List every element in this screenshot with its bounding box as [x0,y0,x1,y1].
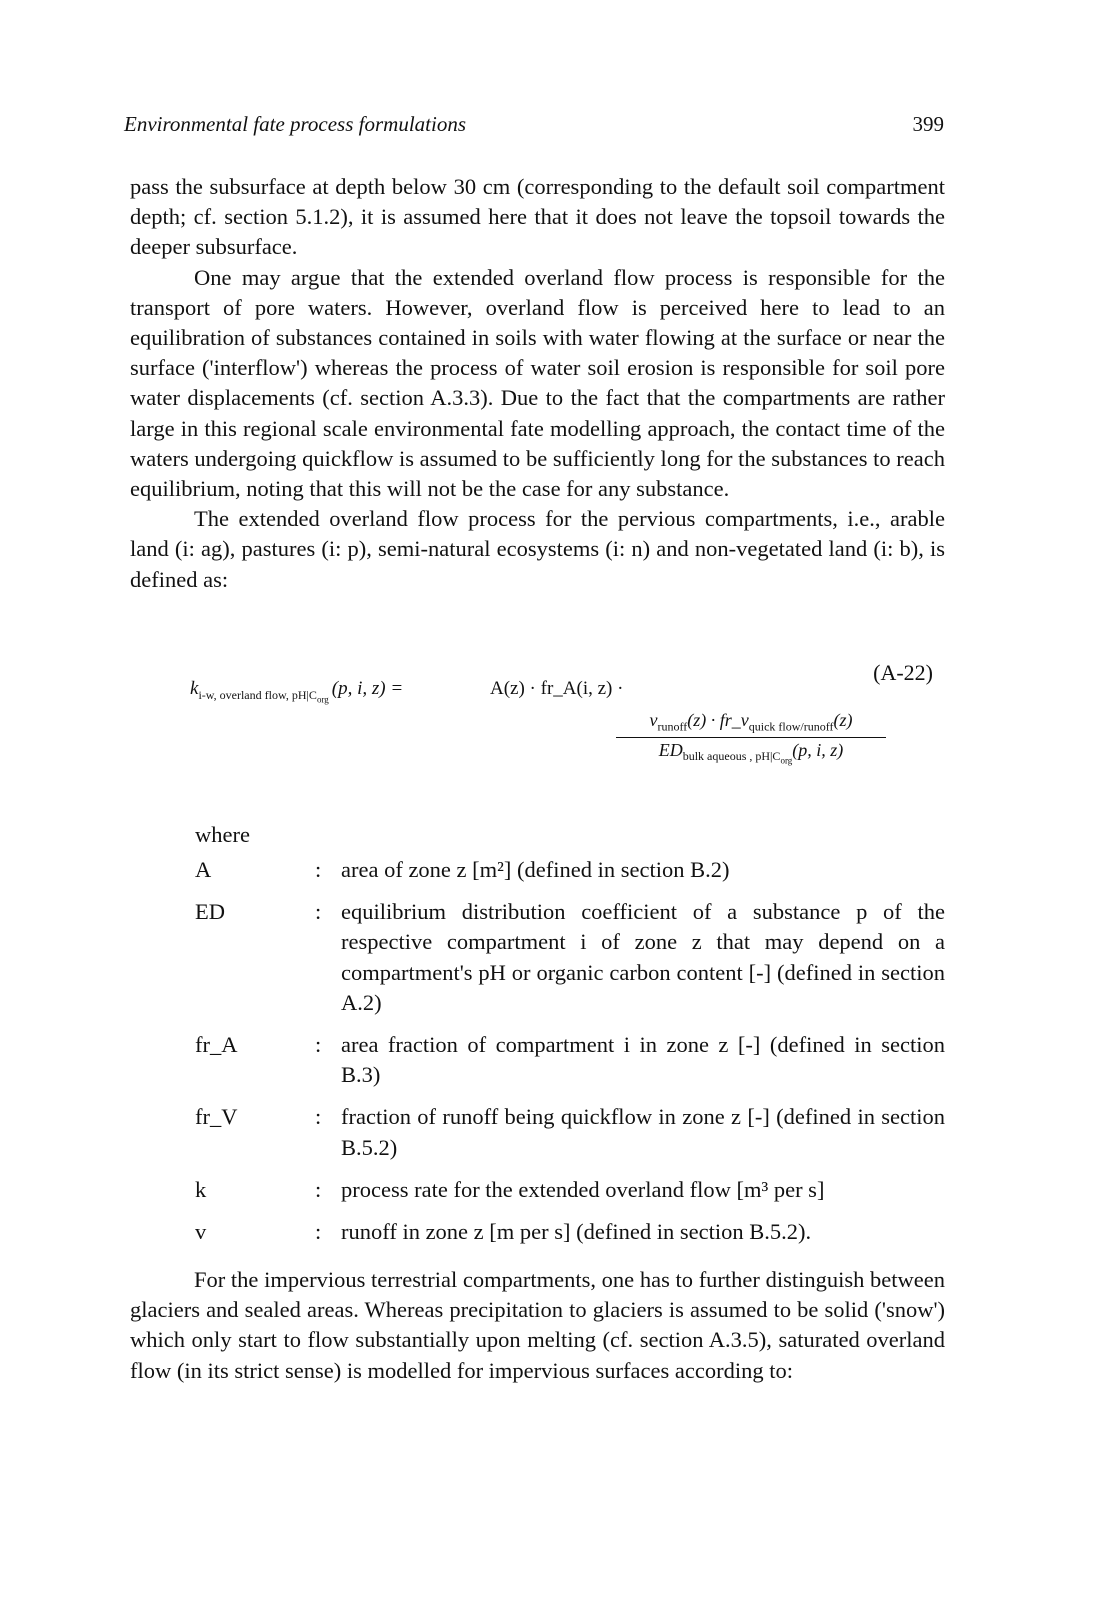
den-sub-text: bulk aqueous , pH|C [682,749,781,764]
definition-colon: : [315,1219,322,1245]
num-sub2: quick flow/runoff [748,719,834,734]
paragraph-impervious: For the impervious terrestrial compartments, one has to further distinguish between glaciers and sealed areas. Whereas precipitation to glaciers is assumed to be solid ('snow') which only start to flow substantially upon melting (cf. section A.3.5), saturated overland flow (in its strict sense) is modelled for impervious surfaces according to: [130,1267,945,1383]
num-mid: (z) · fr_v [687,710,749,730]
definition-text: area fraction of compartment i in zone z [-] (defined in section B.3) [341,1032,945,1088]
definition-text: process rate for the extended overland flow [m³ per s] [341,1176,825,1202]
page-number: 399 [912,112,944,136]
definition-symbol: v [195,1219,207,1245]
equation-rhs-first: A(z) · fr_A(i, z) · [490,678,624,699]
definition-item [195,897,945,1018]
definition-text: area of zone z [m²] (defined in section B.2) [341,857,730,882]
closing-text [130,1265,945,1386]
num-sub1: runoff [657,719,688,734]
paragraph-definition-intro: The extended overland flow process for the pervious compartments, i.e., arable land (i: ag), pastures (i: p), semi-natural ecosystems (i: n) and non-vegetated land (i: b), is defined as: [130,506,945,592]
fraction-numerator [616,710,886,738]
definition-colon: : [315,899,322,925]
definition-item [195,1030,945,1090]
lhs-sub-sub: org [316,694,329,705]
den-sub-sub: org [780,755,793,766]
definition-symbol: fr_A [195,1032,238,1058]
fraction-denominator [616,738,886,766]
den-ed: ED [658,739,683,760]
den-args: (p, i, z) [792,739,844,760]
equation-lhs [190,678,403,704]
definition-item [195,1102,945,1162]
paragraph-overland-flow: One may argue that the extended overland flow process is responsible for the transport of pore waters. However, overland flow is perceived here to lead to an equilibration of substances contained in soils with water flowing at the surface or near the surface ('interflow') whereas the process of water soil erosion is responsible for soil pore water displacements (cf. section A.3.3). Due to the fact that the compartments are rather large in this regional scale environmental fate modelling approach, the contact time of the waters undergoing quickflow is assumed to be sufficiently long for the substances to reach equilibrium, noting that this will not be the case for any substance. [130,264,945,502]
definition-item [195,1217,945,1247]
definition-text: equilibrium distribution coefficient of a substance p of the respective compartment i of zone z that may depend on a compartment's pH or organic carbon content [-] (defined in section A.2) [341,899,945,1015]
lhs-subscript-text: i-w, overland flow, pH|C [198,687,317,702]
definition-colon: : [315,1032,322,1058]
definition-symbol: fr_V [195,1104,238,1130]
definition-item [195,1175,945,1205]
definition-item [195,855,945,885]
definition-symbol: ED [195,899,225,925]
page-header [124,112,944,142]
num-v: v [649,710,658,730]
definition-symbol: k [195,1176,207,1202]
lhs-subscript [198,687,329,705]
body-text [130,172,945,595]
equation-number: (A-22) [873,660,933,685]
equation-a22 [130,650,945,790]
paragraph-continuation: pass the subsurface at depth below 30 cm (corresponding to the default soil compartment depth; cf. section 5.1.2), it is assumed here that it does not leave the topsoil towards the deeper subsurface. [130,174,945,260]
definitions-list [195,855,945,1259]
lhs-args: (p, i, z) = [331,678,404,699]
definition-symbol: A [195,857,212,882]
equation-fraction [616,710,886,766]
definition-colon: : [315,857,322,882]
den-sub [682,749,793,766]
where-label: where [195,822,250,847]
definition-text: runoff in zone z [m per s] (defined in section B.5.2). [341,1219,812,1245]
definition-colon: : [315,1104,322,1130]
definition-text: fraction of runoff being quickflow in zone z [-] (defined in section B.5.2) [341,1104,945,1160]
definition-colon: : [315,1176,322,1202]
lhs-symbol: k [190,678,199,699]
num-end: (z) [833,710,853,730]
running-title: Environmental fate process formulations [124,112,466,136]
